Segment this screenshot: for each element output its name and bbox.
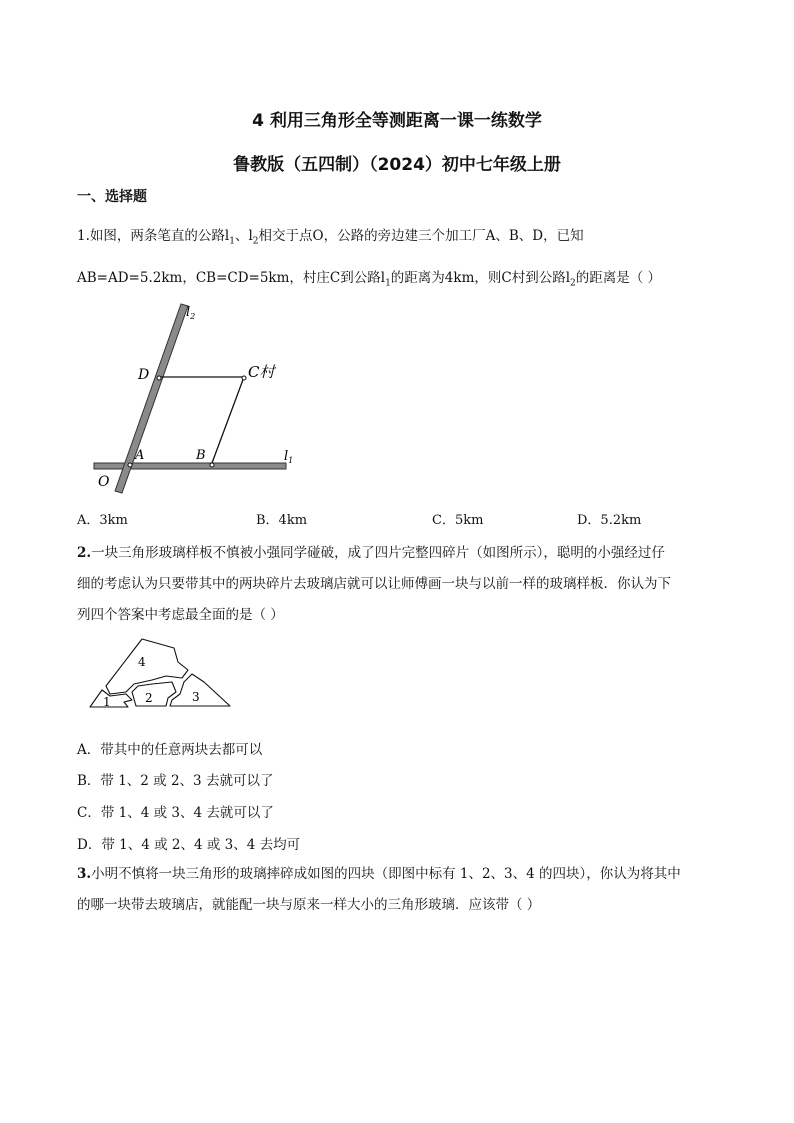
piece-2 xyxy=(132,682,176,706)
piece-label-4: 4 xyxy=(138,655,146,669)
q2-figure xyxy=(88,636,238,712)
q3-line-2: 的哪一块带去玻璃店，就能配一块与原来一样大小的三角形玻璃．应该带（ ） xyxy=(77,897,541,913)
section-heading: 一、选择题 xyxy=(77,189,147,205)
label-D: D xyxy=(138,367,150,383)
q1-option-c[interactable]: C．5km xyxy=(432,513,484,528)
q1-option-b[interactable]: B．4km xyxy=(256,513,308,528)
q1-option-d[interactable]: D．5.2km xyxy=(577,513,642,528)
q2-option-c[interactable]: C．带 1、4 或 3、4 去就可以了 xyxy=(77,805,274,821)
q1-line-1: 1.如图，两条笔直的公路$l_1$、$l_2$相交于点O，公路的旁边建三个加工厂A、B、D，已知 xyxy=(77,228,584,247)
label-l2: $l_2$ xyxy=(186,305,196,321)
piece-3 xyxy=(170,674,230,706)
piece-label-3: 3 xyxy=(192,690,200,704)
point-B xyxy=(210,463,214,467)
q1-figure xyxy=(80,300,320,500)
q1-option-a[interactable]: A．3km xyxy=(77,513,128,528)
q2-option-a[interactable]: A．带其中的任意两块去都可以 xyxy=(77,742,263,758)
label-C: C村 xyxy=(248,363,275,381)
label-l1: $l_1$ xyxy=(284,449,294,465)
q2-line-3: 列四个答案中考虑最全面的是（ ） xyxy=(77,607,284,623)
label-O: O xyxy=(98,474,110,490)
q2-option-b[interactable]: B．带 1、2 或 2、3 去就可以了 xyxy=(77,773,274,789)
piece-label-1: 1 xyxy=(103,695,111,709)
piece-4 xyxy=(106,639,188,694)
point-D xyxy=(157,376,161,380)
label-A: A xyxy=(135,448,145,463)
piece-label-2: 2 xyxy=(145,691,153,705)
q2-option-d[interactable]: D．带 1、4 或 2、4 或 3、4 去均可 xyxy=(77,837,301,853)
page-subtitle: 鲁教版（五四制）（2024）初中七年级上册 xyxy=(233,155,561,175)
point-A xyxy=(128,463,132,467)
label-B: B xyxy=(196,448,206,463)
point-C xyxy=(242,376,246,380)
q3-number: 3. xyxy=(77,866,92,882)
page-title: 4 利用三角形全等测距离一课一练数学 xyxy=(252,111,542,131)
segment-CB xyxy=(212,377,244,463)
q1-line-2: AB=AD=5.2km，CB=CD=5km，村庄C到公路$l_1$的距离为4km，则C村到公路$l_2$的距离是（ ） xyxy=(77,270,662,289)
q1-number: 1. xyxy=(77,228,90,244)
q2-number: 2. xyxy=(77,545,92,561)
q3-line-1: 3.小明不慎将一块三角形的玻璃摔碎成如图的四块（即图中标有 1、2、3、4 的四块），你认为将其中 xyxy=(77,866,681,882)
q2-line-1: 2.一块三角形玻璃样板不慎被小强同学碰破，成了四片完整四碎片（如图所示），聪明的小强经过仔 xyxy=(77,545,665,561)
q2-line-2: 细的考虑认为只要带其中的两块碎片去玻璃店就可以让师傅画一块与以前一样的玻璃样板．你认为下 xyxy=(77,576,671,592)
